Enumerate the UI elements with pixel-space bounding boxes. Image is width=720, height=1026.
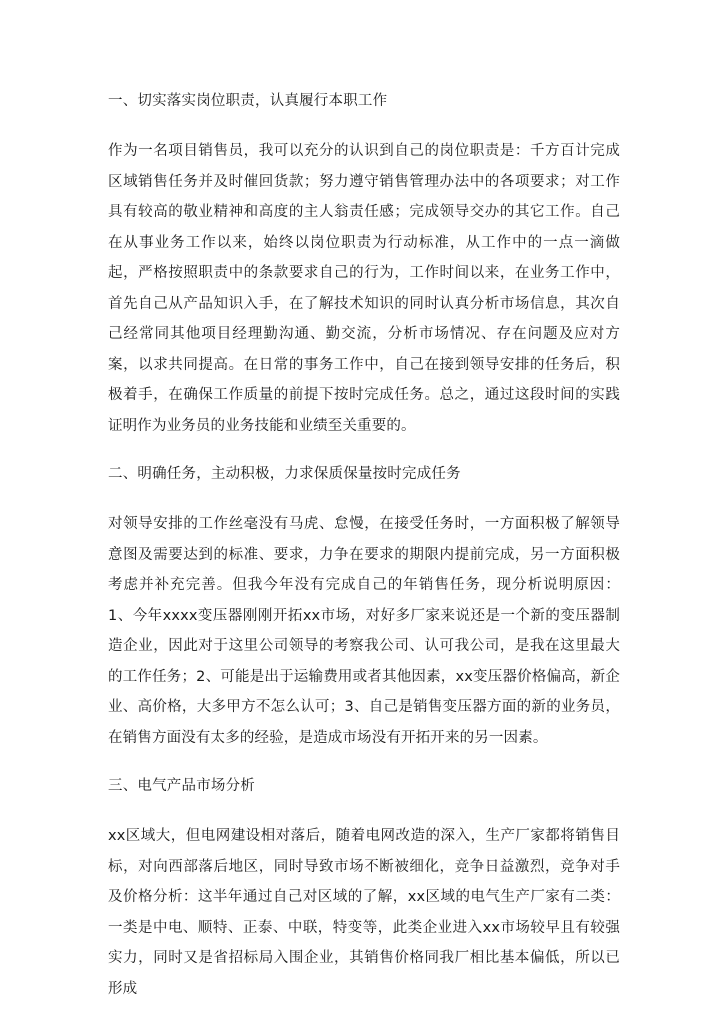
section-body-2: 对领导安排的工作丝毫没有马虎、怠慢，在接受任务时，一方面积极了解领导意图及需要达到的标准、要求，力争在要求的期限内提前完成，另一方面积极考虑并补充完善。但我今年没有完成自己的年销售任务，现分析说明原因： 1、今年xxxx变压器刚刚开拓xx市场，对好多厂家来说还是一个新的变压器制造企业，因此对于这里公司领导的考察我公司、认可我公司，是我在这里最大的工作任务；2、可能是出于运输费用或者其他因素，xx变压器价格偏高，新企业、高价格，大多甲方不怎么认可；3、自己是销售变压器方面的新的业务员，在销售方面没有太多的经验，是造成市场没有开拓开来的另一因素。	[108, 516, 620, 746]
section-heading-1: 一、切实落实岗位职责，认真履行本职工作	[108, 93, 388, 109]
section-body-1: 作为一名项目销售员，我可以充分的认识到自己的岗位职责是：千方百计完成区域销售任务并及时催回货款；努力遵守销售管理办法中的各项要求；对工作具有较高的敬业精神和高度的主人翁责任感；完成领导交办的其它工作。自己在从事业务工作以来，始终以岗位职责为行动标准，从工作中的一点一滴做起，严格按照职责中的条款要求自己的行为，工作时间以来，在业务工作中，首先自己从产品知识入手，在了解技术知识的同时认真分析市场信息，其次自己经常同其他项目经理勤沟通、勤交流，分析市场情况、存在问题及应对方案，以求共同提高。在日常的事务工作中，自己在接到领导安排的任务后，积极着手，在确保工作质量的前提下按时完成任务。总之，通过这段时间的实践证明作为业务员的业务技能和业绩至关重要的。	[108, 143, 620, 434]
document-page	[108, 88, 620, 1026]
section-heading-3: 三、电气产品市场分析	[108, 778, 255, 794]
section-body-3: xx区域大，但电网建设相对落后，随着电网改造的深入，生产厂家都将销售目标，对向西部落后地区，同时导致市场不断被细化，竞争日益激烈，竞争对手及价格分析：这半年通过自己对区域的了解，xx区域的电气生产厂家有二类：一类是中电、顺特、正泰、中联，特变等，此类企业进入xx市场较早且有较强实力，同时又是省招标局入围企业，其销售价格同我厂相比基本偏低，所以已形成	[108, 828, 620, 997]
section-heading-2: 二、明确任务，主动积极，力求保质保量按时完成任务	[108, 466, 461, 482]
